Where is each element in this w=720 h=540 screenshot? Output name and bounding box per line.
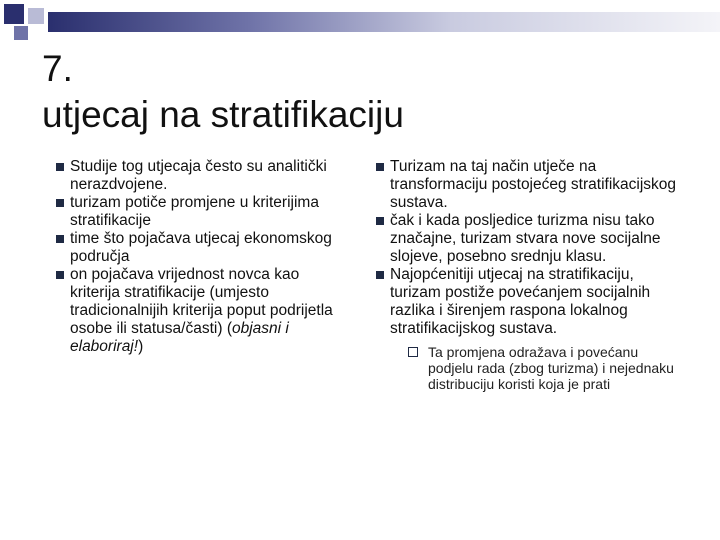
bullet-text: Studije tog utjecaja često su analitički nerazdvojene. xyxy=(70,158,327,193)
list-item xyxy=(376,212,676,266)
list-item xyxy=(56,266,346,356)
bullet-text: turizam potiče promjene u kriterijima stratifikacije xyxy=(70,194,319,229)
right-bullet-list xyxy=(376,158,676,392)
left-bullet-list xyxy=(56,158,346,356)
sub-list-item xyxy=(408,344,676,392)
list-item xyxy=(56,230,346,266)
slide-title-number: 7. xyxy=(42,48,73,89)
list-item xyxy=(56,158,346,194)
bullet-text xyxy=(70,266,346,356)
square-bullet-icon xyxy=(56,199,64,207)
bullet-text: čak i kada posljedice turizma nisu tako značajne, turizam stvara nove socijalne slojeve, posebno srednju klasu. xyxy=(390,212,661,265)
sub-bullet-text: Ta promjena odražava i povećanu podjelu rada (zbog turizma) i nejednaku distribuciju koristi koja je prati xyxy=(428,344,674,392)
slide-title xyxy=(42,46,682,138)
bullet-paren-close: ) xyxy=(138,338,144,355)
list-item xyxy=(56,194,346,230)
bullet-text: time što pojačava utjecaj ekonomskog područja xyxy=(70,230,332,265)
slide-title-text: utjecaj na stratifikaciju xyxy=(42,94,404,135)
deco-square-3 xyxy=(14,26,28,40)
square-bullet-icon xyxy=(56,163,64,171)
square-bullet-icon xyxy=(376,163,384,171)
deco-square-1 xyxy=(4,4,24,24)
bullet-text-main: on pojačava vrijednost novca kao kriterija stratifikacije (umjesto tradicionalnijih kriterija poput podrijetla osobe ili statusa/časti) xyxy=(70,266,333,337)
bullet-paren-open: ( xyxy=(226,320,232,337)
right-column xyxy=(376,158,676,392)
header-decoration xyxy=(0,0,720,40)
bullet-italic-note: objasni i elaboriraj! xyxy=(70,320,289,355)
left-column xyxy=(56,158,346,356)
list-item xyxy=(376,266,676,392)
bullet-text: Najopćenitiji utjecaj na stratifikaciju, turizam postiže povećanjem socijalnih razlika i širenjem raspona lokalnog stratifikacijskog sustava. xyxy=(390,266,651,337)
square-bullet-icon xyxy=(376,271,384,279)
square-bullet-icon xyxy=(56,235,64,243)
deco-square-2 xyxy=(28,8,44,24)
list-item xyxy=(376,158,676,212)
square-bullet-icon xyxy=(376,217,384,225)
deco-gradient-strip xyxy=(48,12,720,32)
sub-bullet-list xyxy=(408,344,676,392)
bullet-text: Turizam na taj način utječe na transformaciju postojećeg stratifikacijskog sustava. xyxy=(390,158,677,211)
square-bullet-icon xyxy=(56,271,64,279)
hollow-square-bullet-icon xyxy=(408,347,418,357)
